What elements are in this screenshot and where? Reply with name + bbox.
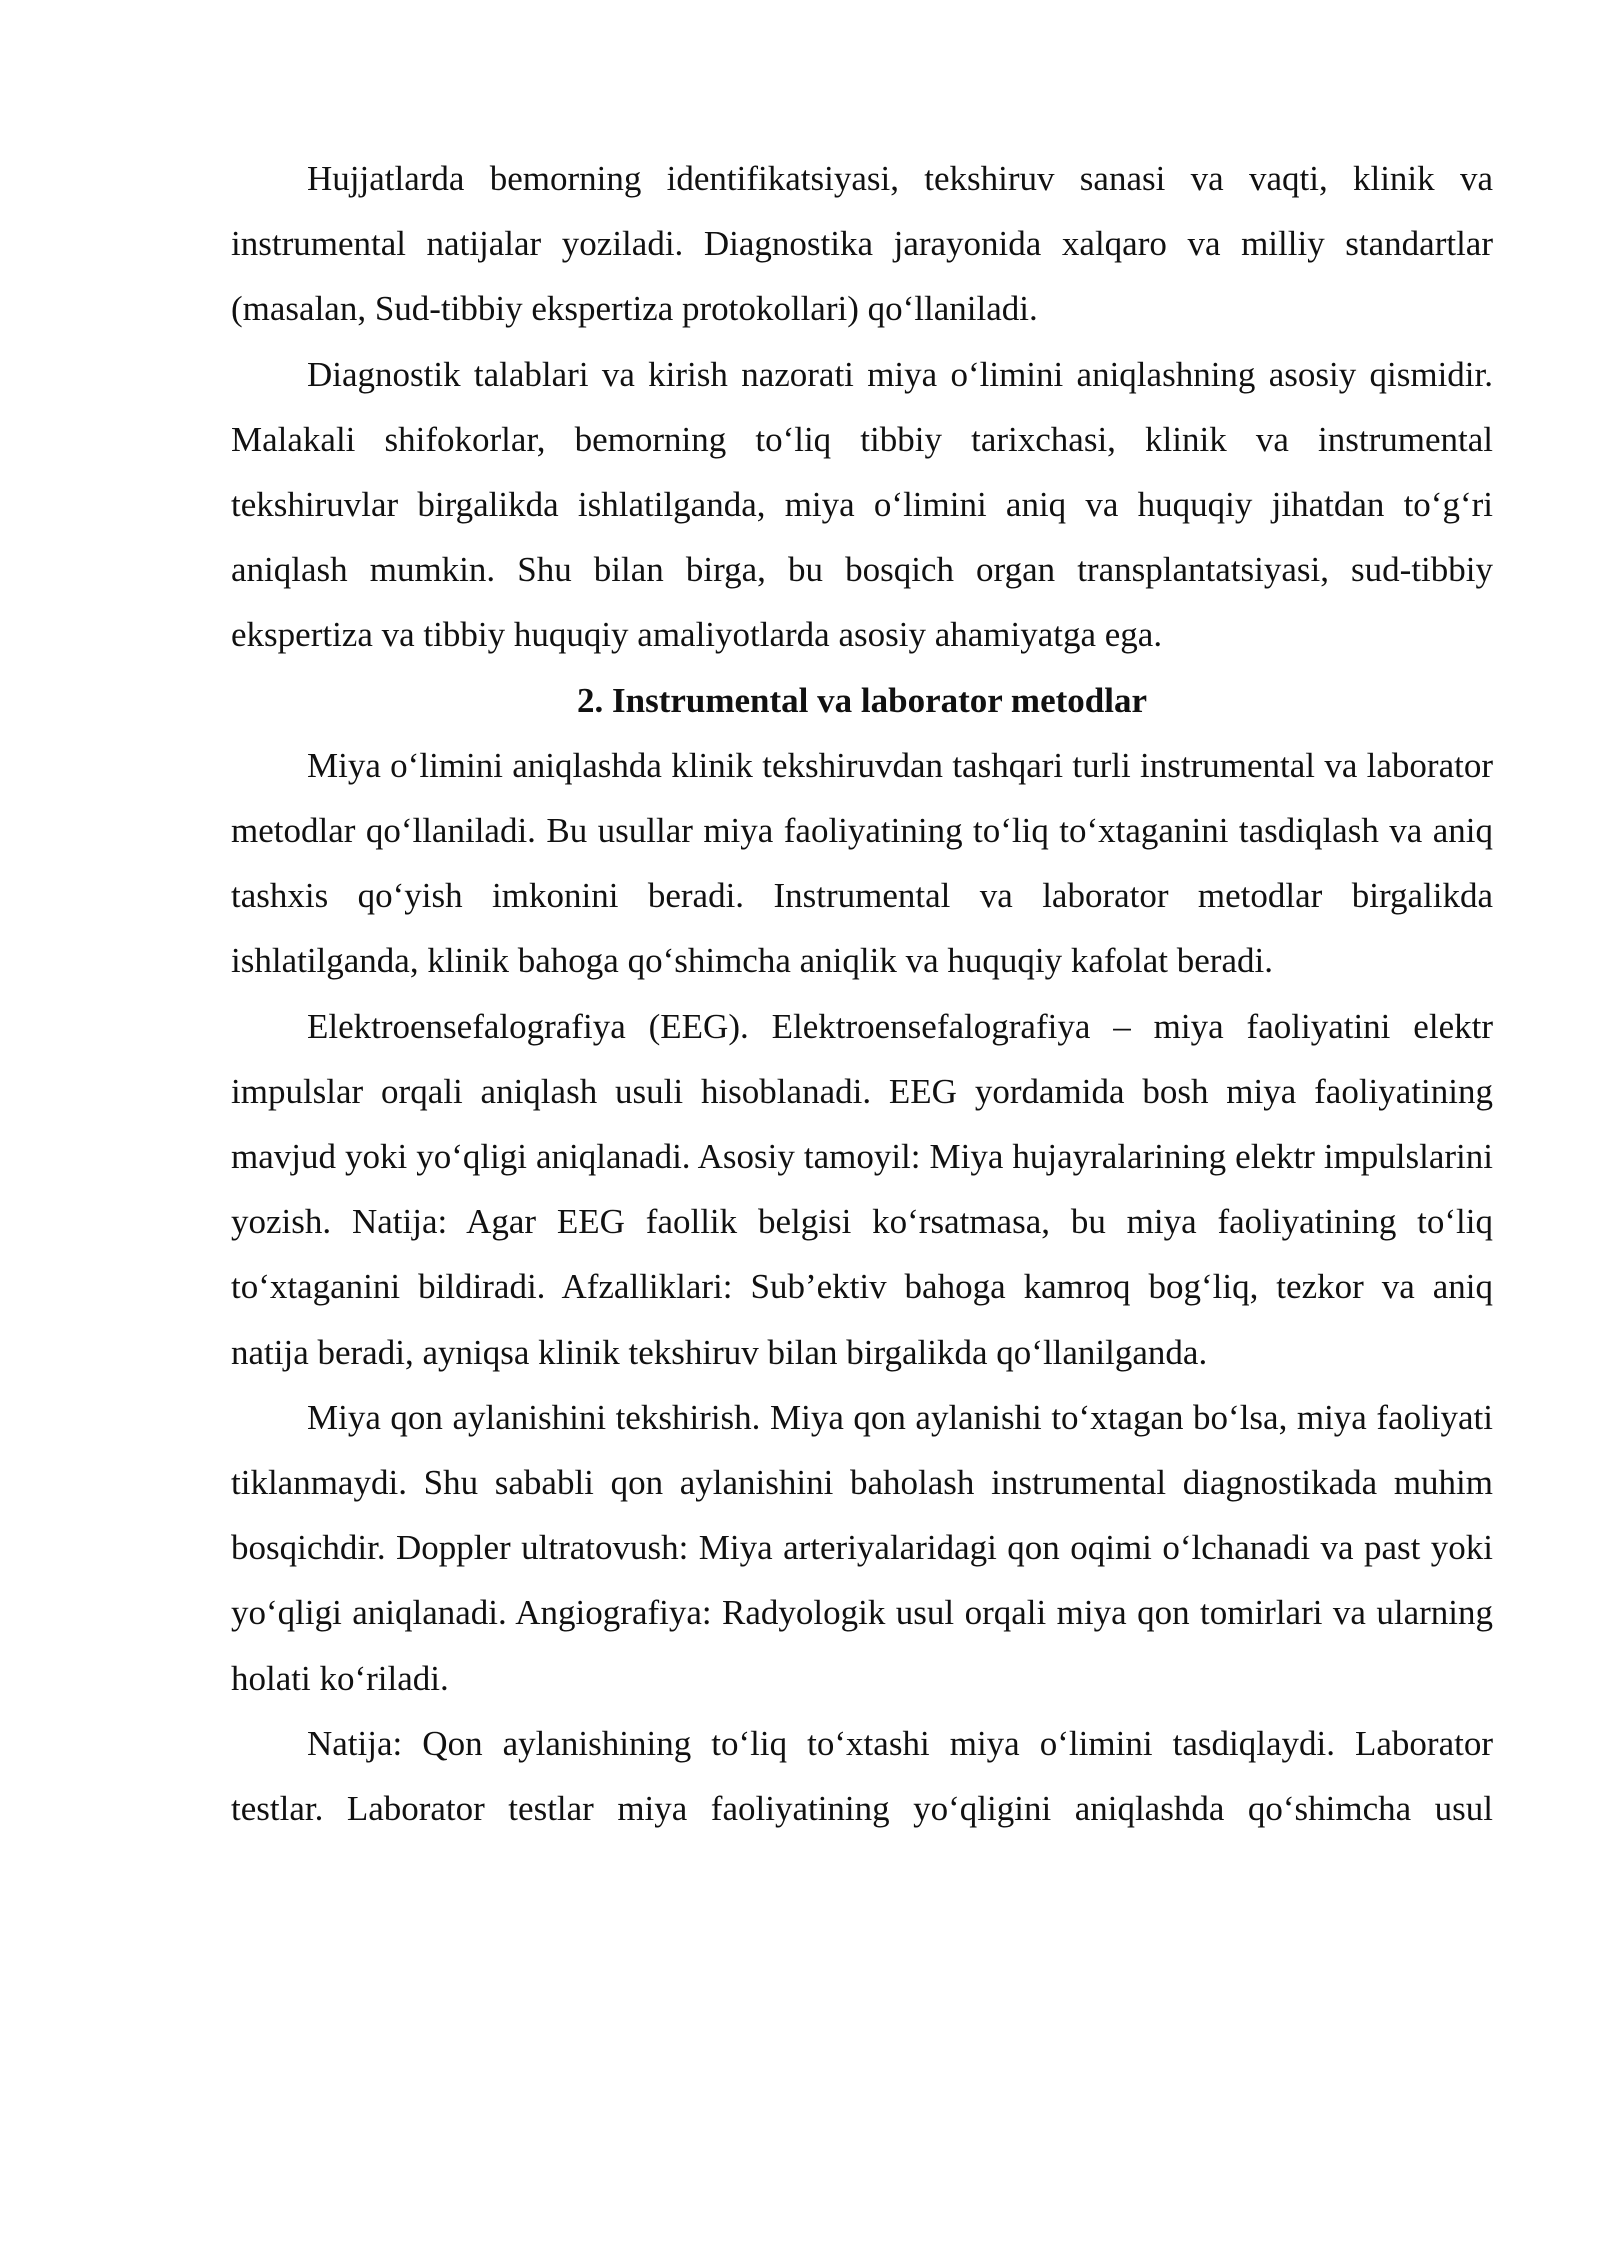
paragraph-blood-flow: Miya qon aylanishini tekshirish. Miya qon aylanishi to‘xtagan bo‘lsa, miya faoliyati tiklanmaydi. Shu sababli qon aylanishini baholash instrumental diagnostikada muhim bosqichdir. Doppler ultratovush: Miya arteriyalaridagi qon oqimi o‘lchanadi va past yoki yo‘qligi aniqlanadi. Angiografiya: Radyologik usul orqali miya qon tomirlari va ularning holati ko‘riladi. [231,1397,1493,1698]
paragraph-laboratory-tests: Natija: Qon aylanishining to‘liq to‘xtashi miya o‘limini tasdiqlaydi. Laborator testlar. Laborator testlar miya faoliyatining yo‘qligini aniqlashda qo‘shimcha usul [231,1723,1493,1829]
paragraph-methods-intro: Miya o‘limini aniqlashda klinik tekshiruvdan tashqari turli instrumental va laborator metodlar qo‘llaniladi. Bu usullar miya faoliyatining to‘liq to‘xtaganini tasdiqlash va aniq tashxis qo‘yish imkonini beradi. Instrumental va laborator metodlar birgalikda ishlatilganda, klinik bahoga qo‘shimcha aniqlik va huquqiy kafolat beradi. [231,745,1493,981]
paragraph-documentation: Hujjatlarda bemorning identifikatsiyasi, tekshiruv sanasi va vaqti, klinik va instrumental natijalar yoziladi. Diagnostika jarayonida xalqaro va milliy standartlar (masalan, Sud-tibbiy ekspertiza protokollari) qo‘llaniladi. [231,159,1493,329]
document-body [231,146,1493,1841]
section-heading: 2. Instrumental va laborator metodlar [577,680,1147,720]
paragraph-eeg: Elektroensefalografiya (EEG). Elektroensefalografiya – miya faoliyatini elektr impulslar orqali aniqlash usuli hisoblanadi. EEG yordamida bosh miya faoliyatining mavjud yoki yo‘qligi aniqlanadi. Asosiy tamoyil: Miya hujayralarining elektr impulslarini yozish. Natija: Agar EEG faollik belgisi ko‘rsatmasa, bu miya faoliyatining to‘liq to‘xtaganini bildiradi. Afzalliklari: Sub’ektiv bahoga kamroq bog‘liq, tezkor va aniq natija beradi, ayniqsa klinik tekshiruv bilan birgalikda qo‘llanilganda. [231,1006,1493,1372]
paragraph-diagnostic-requirements: Diagnostik talablari va kirish nazorati miya o‘limini aniqlashning asosiy qismidir. Malakali shifokorlar, bemorning to‘liq tibbiy tarixchasi, klinik va instrumental tekshiruvlar birgalikda ishlatilganda, miya o‘limini aniq va huquqiy jihatdan to‘g‘ri aniqlash mumkin. Shu bilan birga, bu bosqich organ transplantatsiyasi, sud-tibbiy ekspertiza va tibbiy huquqiy amaliyotlarda asosiy ahamiyatga ega. [231,354,1493,655]
